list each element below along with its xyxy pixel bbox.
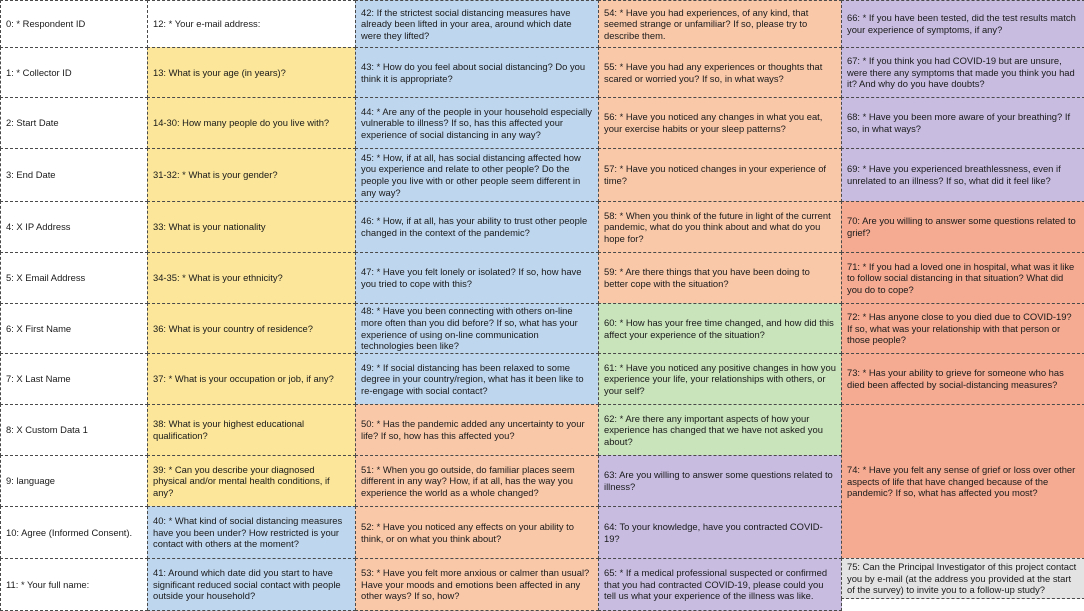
question-cell	[598, 252, 842, 304]
question-text: 53: * Have you felt more anxious or calmer than usual? Have your moods and emotions been affected in any other ways? If so, how?	[361, 567, 590, 602]
question-text: 50: * Has the pandemic added any uncertainty to your life? If so, how has this affected you?	[361, 418, 585, 441]
question-cell	[841, 353, 1084, 405]
question-cell	[598, 455, 842, 507]
question-cell	[147, 303, 356, 354]
question-cell	[147, 201, 356, 253]
question-text: 51: * When you go outside, do familiar places seem different in any way? How, if at all, has the way you experience the world as a whole changed?	[361, 463, 575, 498]
question-text: 39: * Can you describe your diagnosed physical and/or mental health conditions, if any?	[153, 463, 330, 498]
question-cell	[0, 252, 148, 304]
question-cell	[355, 303, 599, 354]
question-text: 48: * Have you been connecting with others on-line more often than you did before? If so, what has your experience of using on-line communication technologies been like?	[361, 305, 578, 352]
question-text: 59: * Are there things that you have been doing to better cope with the situation?	[604, 266, 810, 289]
question-cell	[355, 47, 599, 98]
question-cell	[598, 303, 842, 354]
question-text: 11: * Your full name:	[6, 578, 90, 590]
question-text: 61: * Have you noticed any positive changes in how you experience your life, your relationships with others, or your self?	[604, 361, 836, 396]
question-cell	[147, 455, 356, 507]
question-cell	[0, 47, 148, 98]
question-cell	[355, 0, 599, 48]
question-cell	[355, 506, 599, 559]
question-cell	[841, 303, 1084, 354]
question-text: 70: Are you willing to answer some questions related to grief?	[847, 215, 1076, 238]
question-cell	[147, 404, 356, 456]
question-text: 40: * What kind of social distancing measures have you been under? How restricted is your contact with others at the moment?	[153, 515, 343, 550]
question-text: 66: * If you have been tested, did the test results match your experience of symptoms, if any?	[847, 12, 1076, 35]
question-text: 73: * Has your ability to grieve for someone who has died been affected by social-distancing measures?	[847, 367, 1064, 390]
question-cell	[598, 404, 842, 456]
question-cell	[598, 353, 842, 405]
question-cell	[841, 201, 1084, 253]
question-cell	[147, 353, 356, 405]
question-cell	[841, 148, 1084, 202]
question-text: 72: * Has anyone close to you died due to COVID-19? If so, what was your relationship with that person or those people?	[847, 311, 1072, 346]
question-text: 54: * Have you had experiences, of any kind, that seemed strange or unfamiliar? If so, please try to describe them.	[604, 6, 809, 41]
question-text: 5: X Email Address	[6, 272, 86, 284]
question-cell	[841, 47, 1084, 98]
question-cell	[355, 353, 599, 405]
question-cell	[598, 0, 842, 48]
question-text: 9: language	[6, 475, 56, 487]
question-text: 12: * Your e-mail address:	[153, 18, 261, 30]
question-text: 71: * If you had a loved one in hospital, what was it like to follow social distancing in that situation? What did you do to cope?	[847, 260, 1075, 295]
question-text: 63: Are you willing to answer some questions related to illness?	[604, 469, 833, 492]
question-text: 42: If the strictest social distancing measures have already been lifted in your area, around which date were they lifted?	[361, 6, 572, 41]
question-cell	[147, 47, 356, 98]
question-cell	[147, 97, 356, 149]
question-text: 69: * Have you experienced breathlessness, even if unrelated to an illness? If so, what did it feel like?	[847, 163, 1061, 186]
question-cell	[598, 47, 842, 98]
question-text: 57: * Have you noticed changes in your experience of time?	[604, 163, 827, 186]
question-cell	[0, 97, 148, 149]
question-text: 14-30: How many people do you live with?	[153, 117, 330, 129]
question-text: 74: * Have you felt any sense of grief or loss over other aspects of life that have changed because of the pandemic? If so, what has affected you most?	[847, 464, 1076, 499]
question-text: 6: X First Name	[6, 322, 72, 334]
question-cell	[0, 558, 148, 611]
question-text: 56: * Have you noticed any changes in what you eat, your exercise habits or your sleep patterns?	[604, 111, 823, 134]
question-cell	[147, 148, 356, 202]
question-text: 1: * Collector ID	[6, 66, 72, 78]
question-text: 58: * When you think of the future in light of the current pandemic, what do you think about and what do you hope for?	[604, 209, 831, 244]
question-text: 36: What is your country of residence?	[153, 322, 313, 334]
question-cell	[355, 455, 599, 507]
question-text: 7: X Last Name	[6, 373, 71, 385]
question-text: 37: * What is your occupation or job, if any?	[153, 373, 334, 385]
question-text: 64: To your knowledge, have you contracted COVID-19?	[604, 520, 823, 544]
question-text: 33: What is your nationality	[153, 221, 266, 233]
question-cell	[598, 506, 842, 559]
question-text: 31-32: * What is your gender?	[153, 169, 278, 181]
question-cell	[598, 97, 842, 149]
question-text: 44: * Are any of the people in your household especially vulnerable to illness? If so, has this affected your experience of social distancing in any way?	[361, 105, 592, 140]
question-cell	[0, 506, 148, 559]
question-text: 62: * Are there any important aspects of how your experience has changed that we have not asked you about?	[604, 412, 823, 447]
question-text: 52: * Have you noticed any effects on your ability to think, or on what you think about?	[361, 520, 574, 544]
question-text: 55: * Have you had any experiences or thoughts that scared or worried you? If so, in what ways?	[604, 60, 823, 84]
question-cell	[355, 97, 599, 149]
question-cell	[147, 252, 356, 304]
question-cell	[0, 0, 148, 48]
question-text: 13: What is your age (in years)?	[153, 66, 286, 78]
question-cell	[355, 252, 599, 304]
question-cell	[841, 404, 1084, 559]
question-text: 75: Can the Principal Investigator of this project contact you by e-mail (at the address you provided at the start of the survey) to invite you to a follow-up study?	[847, 561, 1077, 596]
question-cell	[841, 0, 1084, 48]
question-cell	[0, 455, 148, 507]
question-text: 65: * If a medical professional suspected or confirmed that you had contracted COVID-19, please could you tell us what your experience of the illness was like.	[604, 567, 828, 602]
question-cell	[841, 252, 1084, 304]
question-cell	[0, 201, 148, 253]
question-text: 10: Agree (Informed Consent).	[6, 526, 133, 538]
question-cell	[0, 404, 148, 456]
question-text: 60: * How has your free time changed, and how did this affect your experience of the situation?	[604, 316, 834, 340]
question-text: 4: X IP Address	[6, 221, 71, 233]
question-text: 41: Around which date did you start to have significant reduced social contact with people outside your household?	[153, 567, 341, 602]
question-cell	[0, 303, 148, 354]
question-text: 46: * How, if at all, has your ability to trust other people changed in the context of the pandemic?	[361, 215, 588, 238]
question-text: 3: End Date	[6, 169, 56, 181]
question-text: 38: What is your highest educational qualification?	[153, 418, 305, 441]
question-text: 2: Start Date	[6, 117, 59, 129]
question-cell	[355, 201, 599, 253]
question-cell	[355, 148, 599, 202]
question-cell	[598, 148, 842, 202]
question-text: 0: * Respondent ID	[6, 18, 86, 30]
question-text: 43: * How do you feel about social distancing? Do you think it is appropriate?	[361, 60, 586, 84]
question-cell	[841, 558, 1084, 599]
question-cell	[355, 558, 599, 611]
question-cell	[147, 506, 356, 559]
question-text: 49: * If social distancing has been relaxed to some degree in your country/region, what has it been like to re-engage with social contact?	[361, 361, 584, 396]
question-cell	[841, 97, 1084, 149]
question-cell	[355, 404, 599, 456]
question-cell	[147, 558, 356, 611]
question-cell	[0, 353, 148, 405]
question-text: 68: * Have you been more aware of your breathing? If so, in what ways?	[847, 111, 1071, 134]
question-text: 34-35: * What is your ethnicity?	[153, 272, 283, 284]
question-cell	[147, 0, 356, 48]
question-text: 45: * How, if at all, has social distancing affected how you experience and relate to other people? Do the people you live with or other people seem different in any way?	[361, 151, 581, 198]
question-text: 67: * If you think you had COVID-19 but are unsure, were there any symptoms that made you think you had it? And why do you have doubts?	[847, 55, 1075, 90]
question-cell	[0, 148, 148, 202]
question-cell	[598, 201, 842, 253]
question-text: 47: * Have you felt lonely or isolated? If so, how have you tried to cope with this?	[361, 266, 582, 289]
question-cell	[598, 558, 842, 611]
question-text: 8: X Custom Data 1	[6, 424, 88, 436]
